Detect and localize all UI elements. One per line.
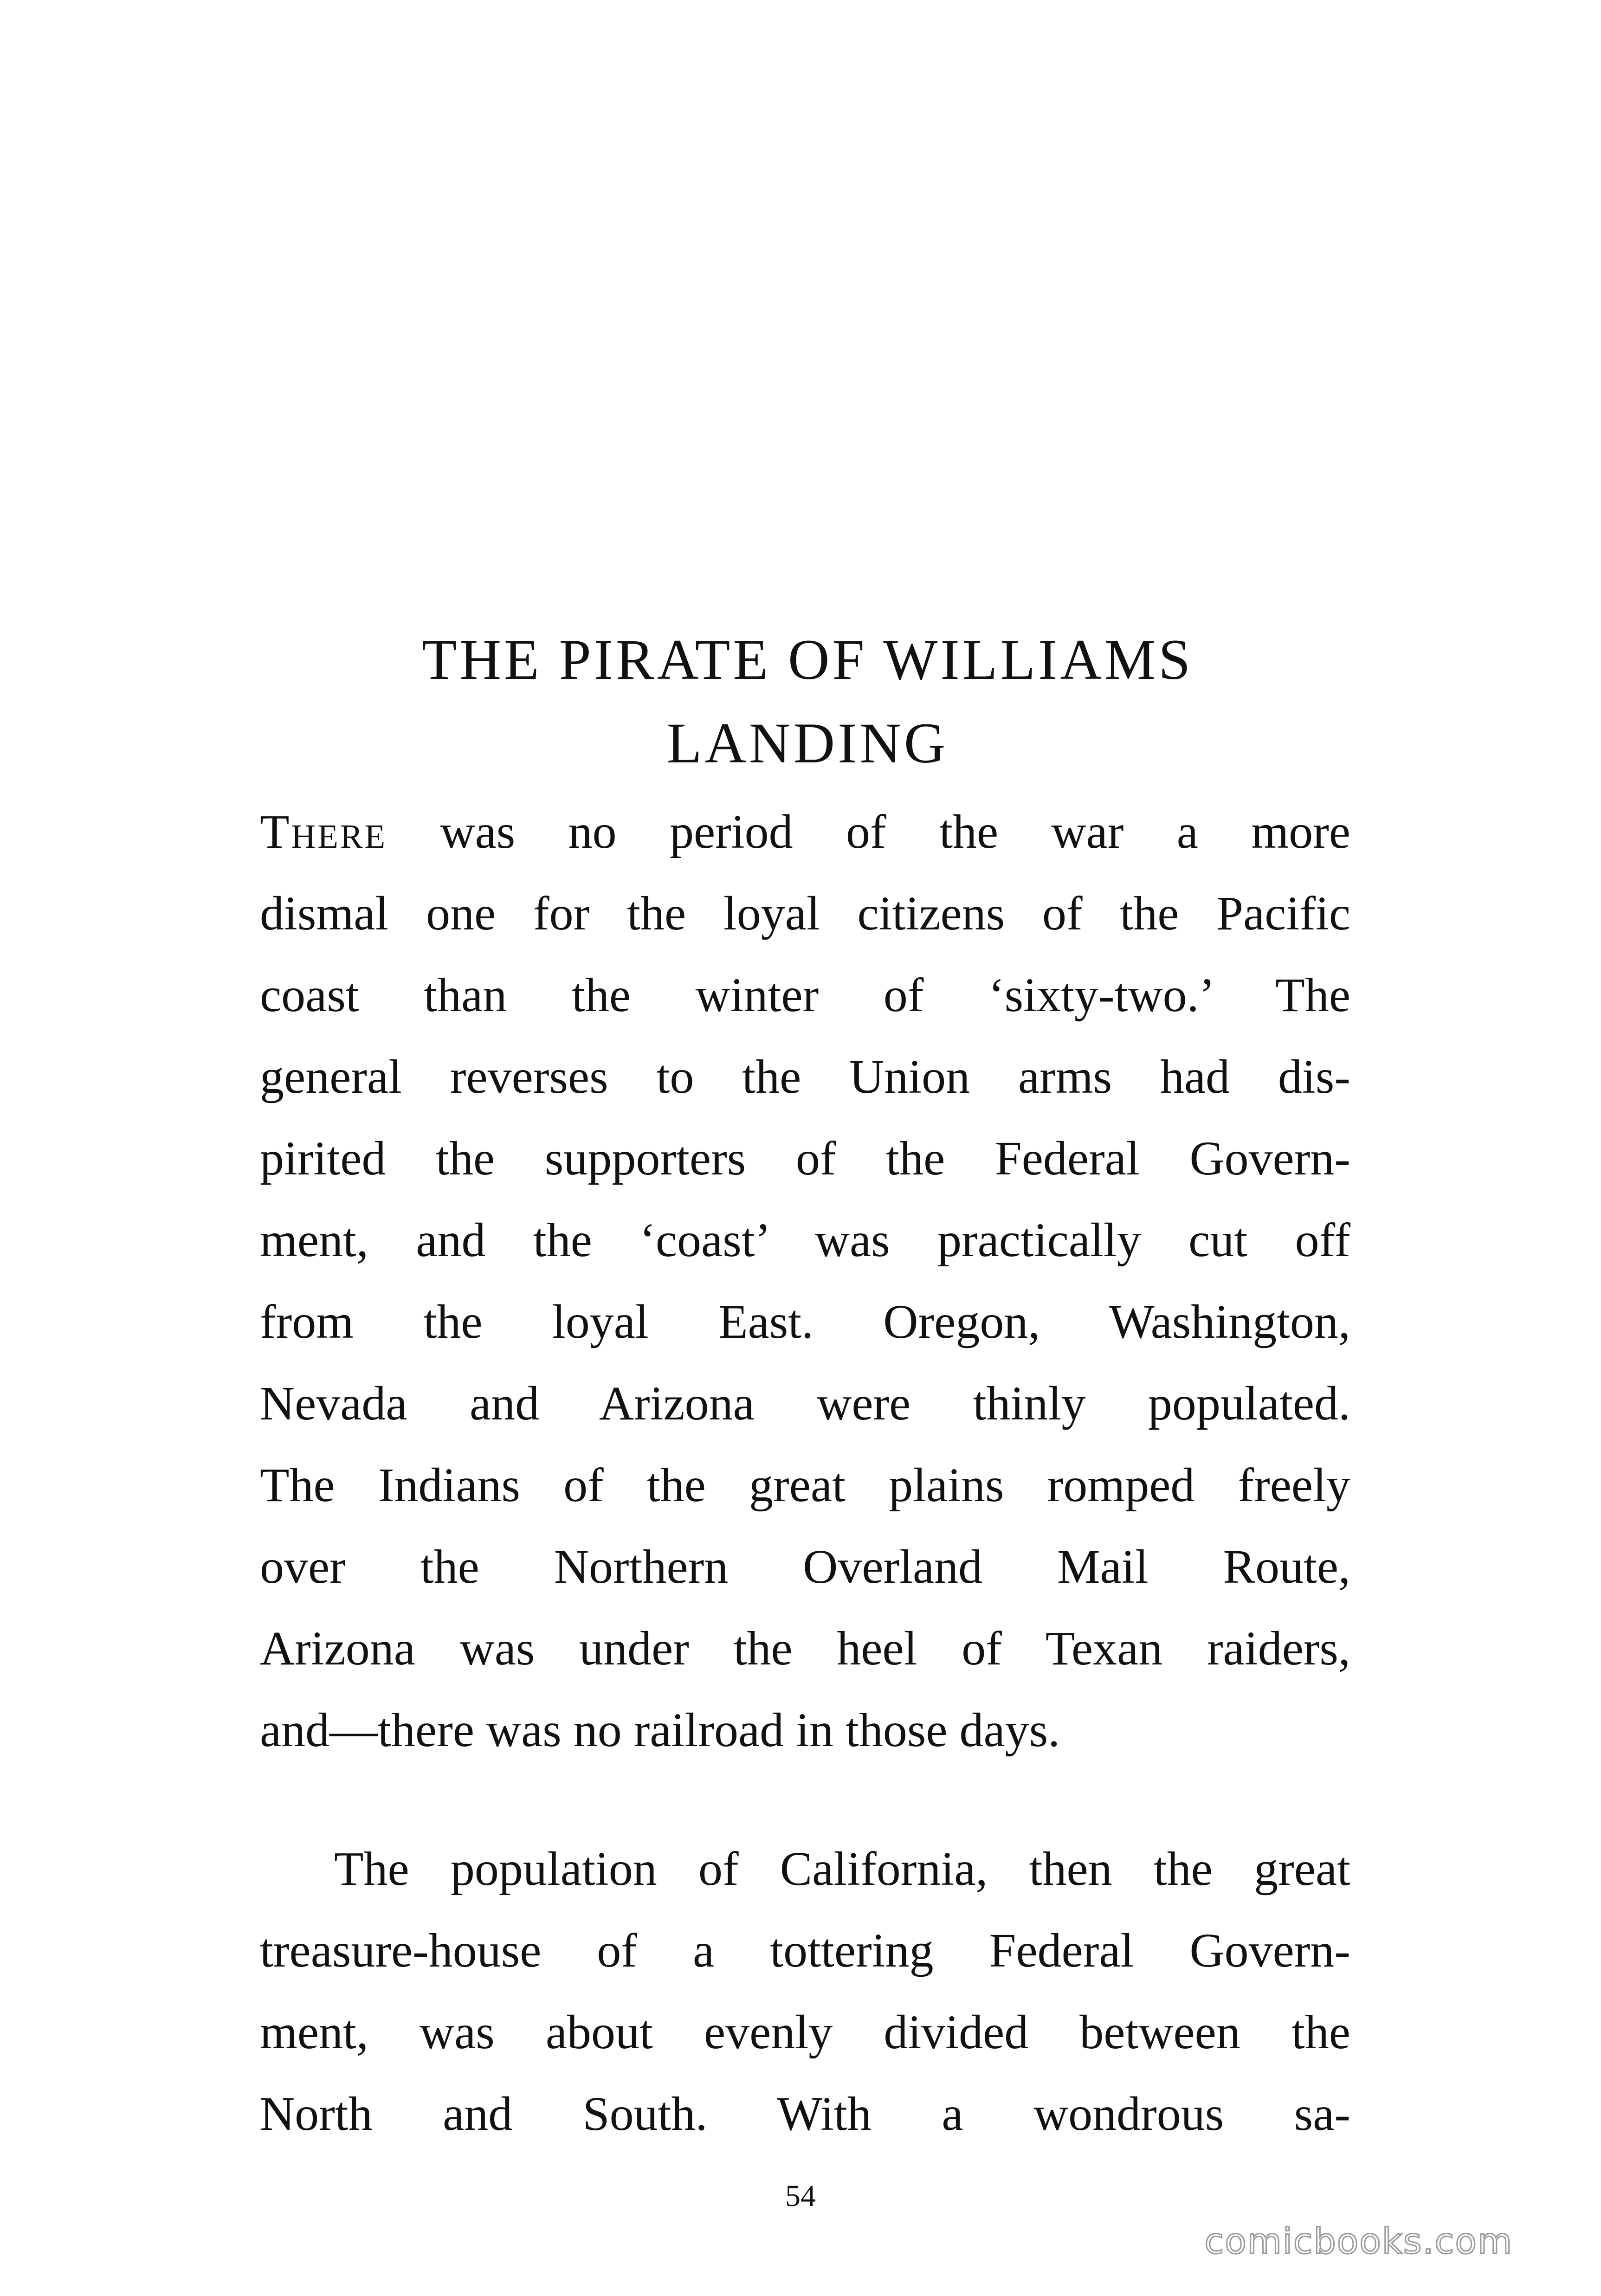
paragraph-line: coast than the winter of ‘sixty-two.’ The — [260, 968, 1350, 1022]
paragraph-line: Nevada and Arizona were thinly populated. — [260, 1377, 1350, 1430]
paragraph-line: The Indians of the great plains romped freely — [260, 1458, 1350, 1512]
paragraph-line: over the Northern Overland Mail Route, — [260, 1540, 1350, 1593]
paragraph-line: dismal one for the loyal citizens of the Pacific — [260, 887, 1350, 940]
paragraph-2 — [260, 1828, 1350, 2155]
paragraph-line: general reverses to the Union arms had dis- — [260, 1050, 1350, 1103]
chapter-title-line-1: THE PIRATE OF WILLIAMS — [421, 628, 1194, 691]
paragraph-1 — [260, 791, 1350, 1771]
paragraph-line: The population of California, then the great — [334, 1842, 1350, 1896]
paragraph-line-text: was no period of the war a more — [387, 805, 1350, 858]
paragraph-line: pirited the supporters of the Federal Govern- — [260, 1132, 1350, 1185]
paragraph-line: ment, was about evenly divided between the — [260, 2006, 1350, 2059]
drop-word: There — [260, 805, 387, 858]
paragraph-line: treasure-house of a tottering Federal Govern- — [260, 1924, 1350, 1977]
paragraph-line: North and South. With a wondrous sa- — [260, 2087, 1350, 2141]
paragraph-line: ment, and the ‘coast’ was practically cut off — [260, 1213, 1350, 1267]
paragraph-line — [260, 791, 1350, 873]
watermark: comicbooks.com — [1204, 2220, 1513, 2262]
paragraph-line: Arizona was under the heel of Texan raiders, — [260, 1622, 1350, 1675]
page-number: 54 — [785, 2179, 816, 2213]
chapter-title-line-2: LANDING — [666, 711, 949, 775]
paragraph-line: and—there was no railroad in those days. — [260, 1703, 1060, 1757]
paragraph-line: from the loyal East. Oregon, Washington, — [260, 1295, 1350, 1348]
